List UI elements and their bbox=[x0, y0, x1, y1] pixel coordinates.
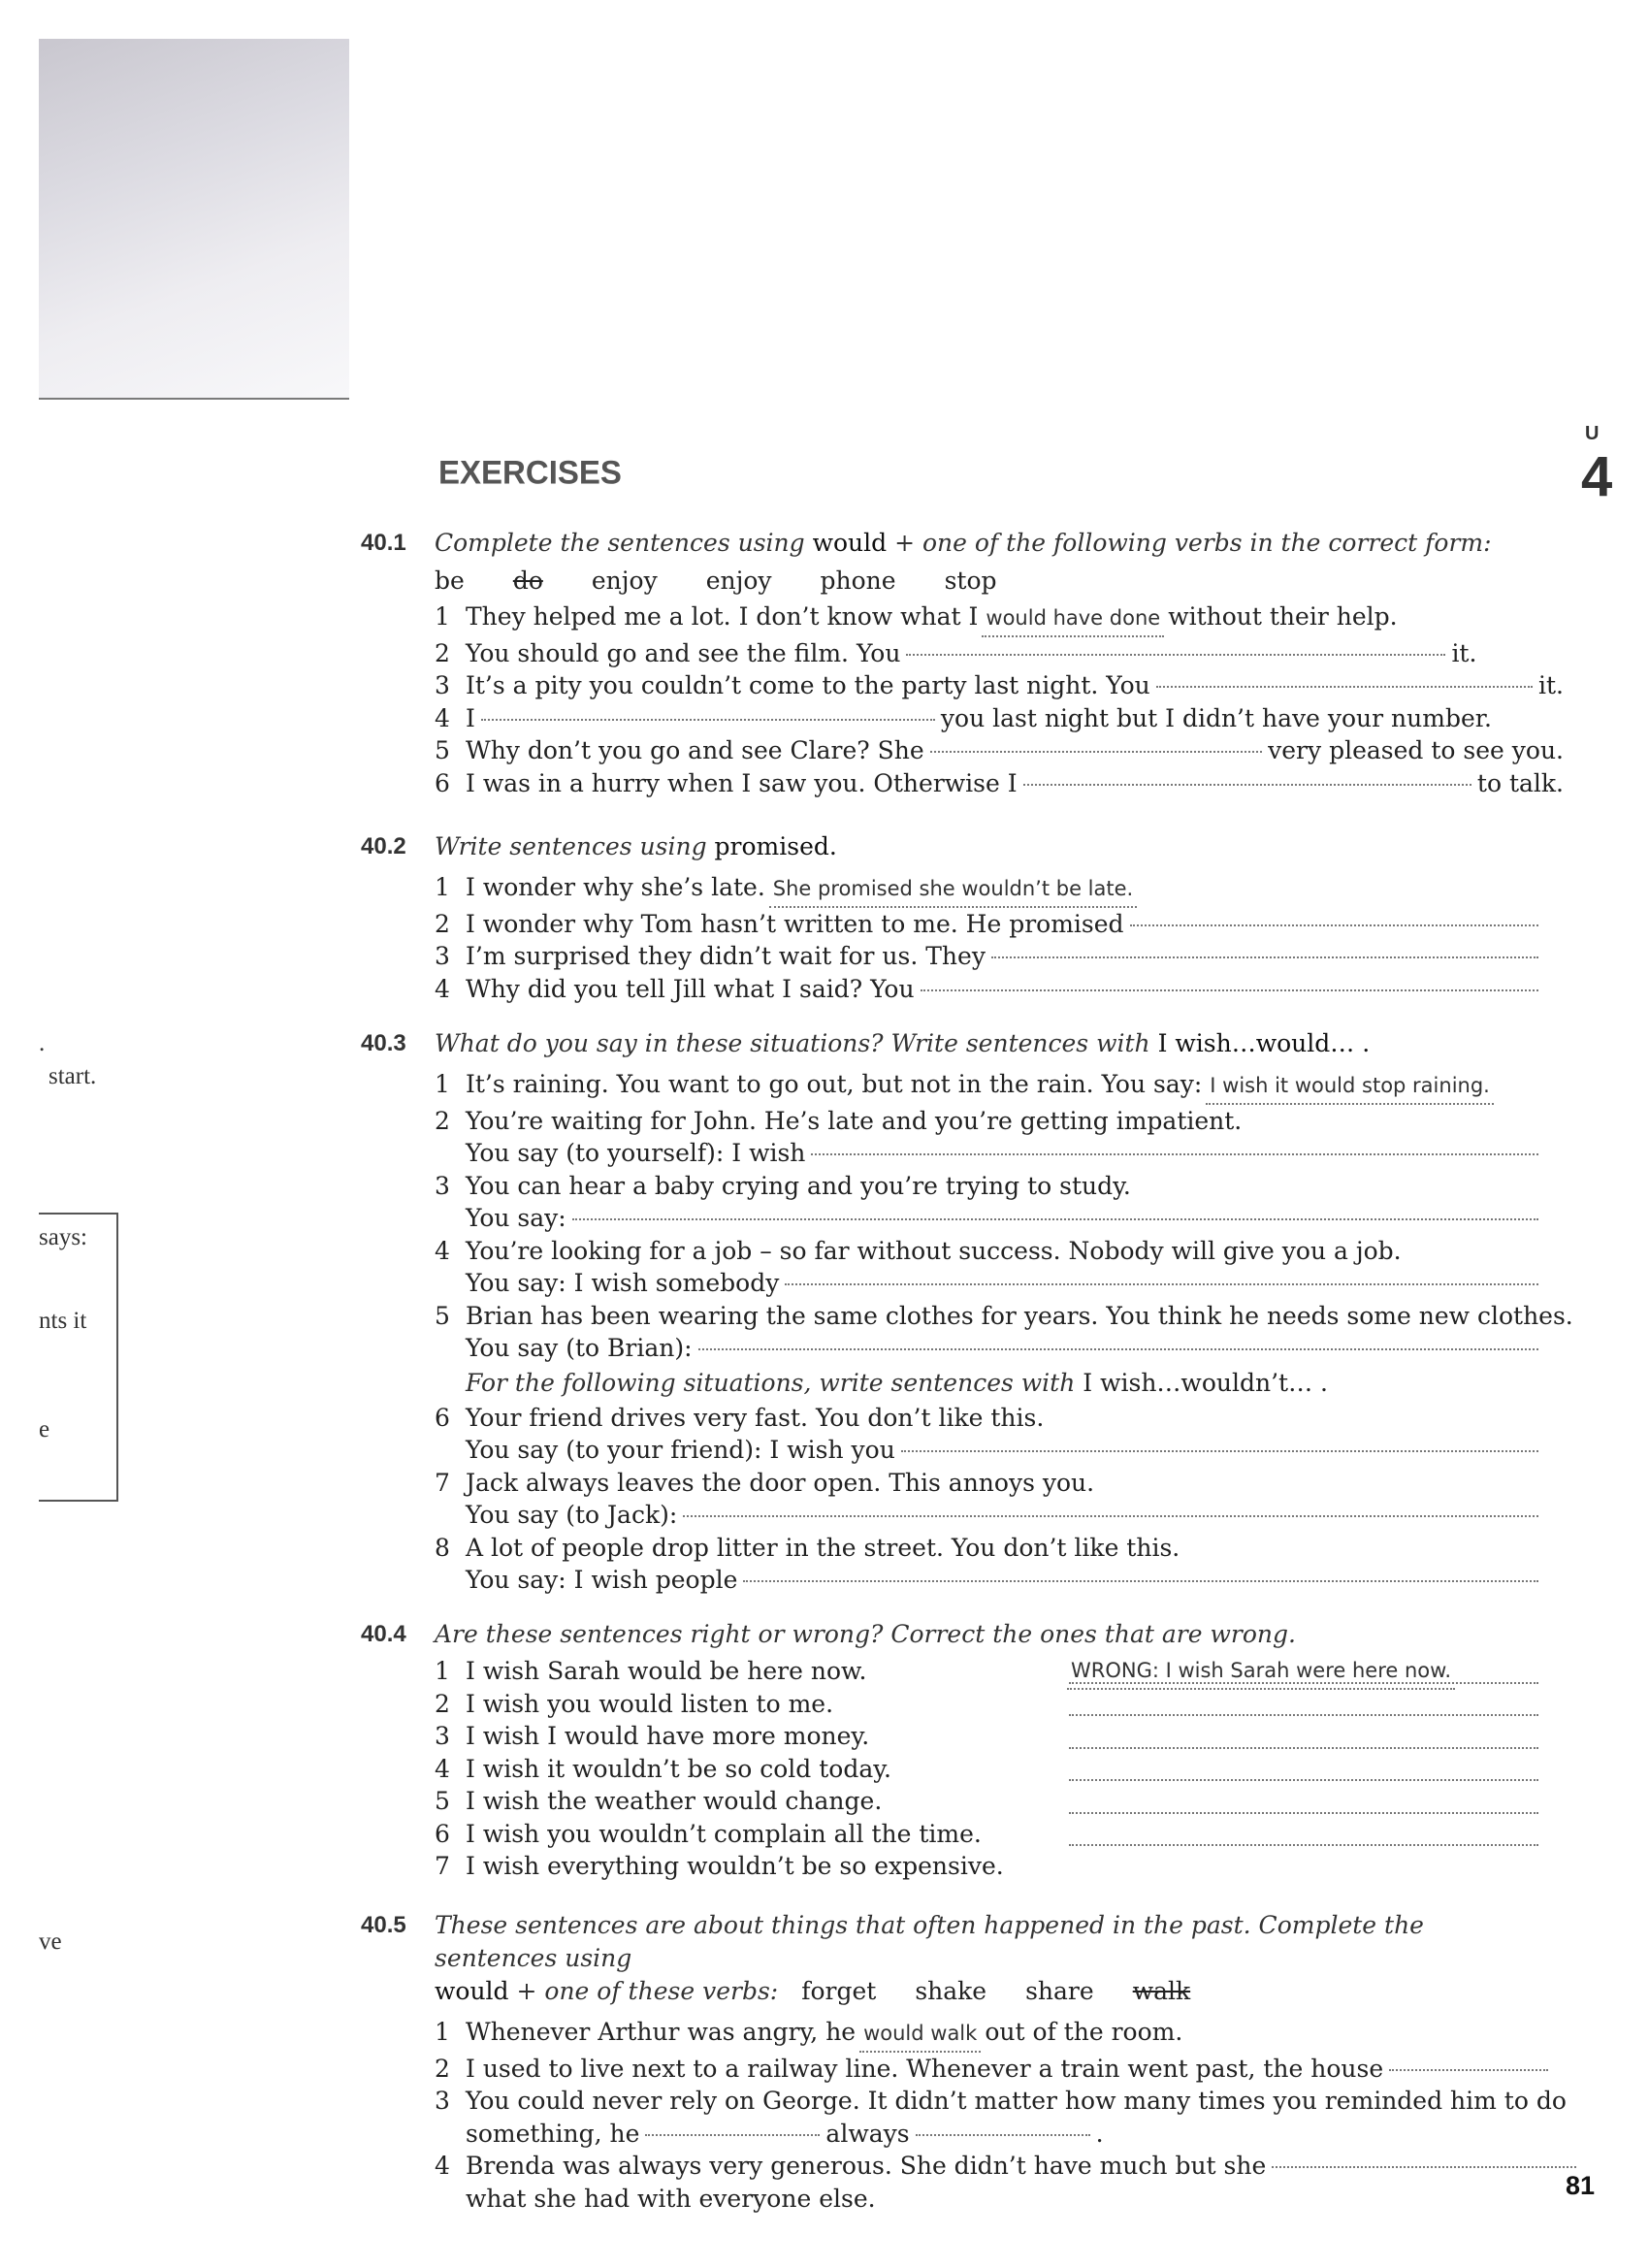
answer-blank[interactable] bbox=[683, 1515, 1538, 1517]
answer-blank[interactable] bbox=[901, 1450, 1538, 1452]
verb: share bbox=[1025, 1977, 1094, 2005]
verb: enjoy bbox=[705, 567, 772, 595]
exercise-number: 40.2 bbox=[361, 833, 406, 859]
left-margin-box bbox=[39, 1213, 118, 1502]
exercise-item: 6 I was in a hurry when I saw you. Otherwise I to talk. bbox=[435, 768, 1564, 797]
exercise-item: 4 Brenda was always very generous. She didn’t have much but she bbox=[435, 2150, 1554, 2183]
answer-blank[interactable] bbox=[916, 2134, 1090, 2136]
exercise-item: 3 You could never rely on George. It didn’t matter how many times you reminded him to do bbox=[435, 2087, 1567, 2115]
handwritten-answer: She promised she wouldn’t be late. bbox=[769, 873, 1137, 908]
answer-blank[interactable] bbox=[1069, 1844, 1538, 1846]
unit-label: U bbox=[1585, 423, 1600, 444]
page-title: EXERCISES bbox=[438, 453, 622, 491]
handwritten-answer: would have done bbox=[982, 602, 1164, 637]
answer-blank[interactable] bbox=[481, 719, 935, 721]
exercise-item: 8 A lot of people drop litter in the street. You don’t like this. bbox=[435, 1533, 1180, 1562]
exercise-40-2 bbox=[361, 830, 1544, 1005]
answer-blank[interactable] bbox=[906, 654, 1445, 656]
answer-blank[interactable] bbox=[1023, 784, 1471, 786]
left-margin-fragment: e bbox=[39, 1416, 50, 1442]
answer-blank[interactable] bbox=[811, 1153, 1538, 1155]
exercise-item: 2 You’re waiting for John. He’s late and you’re getting impatient. bbox=[435, 1106, 1243, 1135]
exercise-item: 5 Brian has been wearing the same clothes for years. You think he needs some new clothes. bbox=[435, 1301, 1573, 1330]
answer-blank[interactable] bbox=[1069, 1779, 1538, 1781]
exercise-instruction: Complete the sentences using would + one of the following verbs in the correct form: bbox=[435, 529, 1492, 557]
verb-list bbox=[435, 564, 1564, 599]
answer-blank[interactable] bbox=[991, 956, 1538, 958]
exercise-number: 40.5 bbox=[361, 1912, 406, 1938]
answer-blank[interactable] bbox=[698, 1348, 1538, 1350]
verb: be bbox=[435, 567, 465, 595]
left-margin-fragment: start. bbox=[48, 1063, 97, 1089]
exercise-item: 4 I you last night but I didn’t have your number. bbox=[435, 703, 1492, 732]
exercise-item: 1 I wish Sarah would be here now. WRONG: I wish Sarah were here now. bbox=[435, 1655, 1544, 1688]
answer-blank[interactable] bbox=[645, 2134, 820, 2136]
verb-list bbox=[801, 1975, 1190, 2008]
exercise-number: 40.1 bbox=[361, 530, 406, 556]
unit-number: 4 bbox=[1581, 445, 1613, 508]
verb: phone bbox=[820, 567, 896, 595]
exercise-instruction: Write sentences using promised. bbox=[435, 832, 837, 860]
exercise-40-1 bbox=[361, 527, 1564, 799]
exercise-item: 2 You should go and see the film. You it. bbox=[435, 638, 1477, 667]
answer-blank[interactable] bbox=[572, 1218, 1538, 1220]
handwritten-answer: would walk bbox=[859, 2018, 981, 2053]
exercise-item: 7 I wish everything wouldn’t be so expensive. bbox=[435, 1850, 1544, 1883]
exercise-item: 1 I wonder why she’s late. She promised she wouldn’t be late. bbox=[435, 871, 1544, 908]
exercise-item: 6 Your friend drives very fast. You don’t like this. bbox=[435, 1403, 1045, 1432]
verb: shake bbox=[915, 1977, 987, 2005]
exercise-item: 6 I wish you wouldn’t complain all the time. bbox=[435, 1818, 1544, 1851]
exercise-item: 1 Whenever Arthur was angry, he would walk out of the room. bbox=[435, 2016, 1554, 2053]
answer-blank[interactable] bbox=[1130, 924, 1538, 926]
verb-used: do bbox=[512, 567, 543, 595]
verb: forget bbox=[801, 1977, 877, 2005]
exercise-40-3: 40.3 What do you say in these situations? Write sentences with I wish…would… . 1 It’s raining. You want to go out, but not in the rain. You say: I wish it would stop raining. 2 You’re waiting for John. He’s late and you’re getting impatient. You say (to yourself): I wish 3 You can hear a baby crying and you’re trying to study. You say: 4 You’re looking for a job – so far without success. Nobody will give you a job. You say: I wish somebody 5 Brian has been wearing the same clothes for years. You think he needs some new clothes. You say (to Brian): For the following situations, write sentences with I wish…wouldn’t… . 6 Your friend drives very fast. You don’t like this. You say (to your friend): I wish you 7 Jack always leaves the door open. This annoys you. You say (to Jack): 8 A lot of people drop litter in the street. You don’t like this. You say: I wish people bbox=[361, 1029, 1573, 1594]
exercise-item: 3 I wish I would have more money. bbox=[435, 1720, 1544, 1753]
answer-blank[interactable] bbox=[785, 1283, 1538, 1285]
exercise-item: 7 Jack always leaves the door open. This annoys you. bbox=[435, 1468, 1095, 1497]
exercise-instruction: What do you say in these situations? Write sentences with I wish…would… . bbox=[435, 1029, 1371, 1057]
exercise-item: 5 Why don’t you go and see Clare? She very pleased to see you. bbox=[435, 736, 1564, 764]
exercise-item: 3 I’m surprised they didn’t wait for us. They bbox=[435, 940, 1544, 973]
verb: enjoy bbox=[591, 567, 658, 595]
answer-blank[interactable] bbox=[1389, 2069, 1548, 2071]
answer-blank[interactable] bbox=[743, 1580, 1538, 1582]
exercise-instruction: Are these sentences right or wrong? Correct the ones that are wrong. bbox=[435, 1620, 1296, 1648]
answer-blank[interactable] bbox=[1272, 2166, 1576, 2168]
verb: stop bbox=[944, 567, 997, 595]
exercise-item: 2 I used to live next to a railway line. Whenever a train went past, the house bbox=[435, 2053, 1554, 2086]
exercise-item: 4 You’re looking for a job – so far without success. Nobody will give you a job. bbox=[435, 1236, 1402, 1265]
exercise-item: 1 They helped me a lot. I don’t know what I would have done without their help. bbox=[435, 600, 1564, 637]
header-photo bbox=[39, 39, 349, 400]
left-margin-fragment: nts it bbox=[39, 1308, 87, 1334]
handwritten-answer: WRONG: I wish Sarah were here now. bbox=[1067, 1655, 1455, 1690]
exercise-item: 1 It’s raining. You want to go out, but not in the rain. You say: I wish it would stop raining. bbox=[435, 1068, 1544, 1105]
exercise-40-5: 40.5 These sentences are about things that often happened in the past. Complete the sentences using would + one of these verbs: forget shake share walk 1 Whenever Arthur was angry, he would walk out of the room. 2 I used to live next to a railway line. Whenever a train went past, the house 3 You could never rely on George. It didn’t matter how many times you reminded him to do something, he always . 4 Brenda was always very generous. She didn’t have much but she what she had with everyone else. bbox=[361, 1909, 1554, 2215]
exercise-number: 40.3 bbox=[361, 1030, 406, 1056]
handwritten-answer: I wish it would stop raining. bbox=[1206, 1070, 1494, 1105]
exercise-item: 2 I wonder why Tom hasn’t written to me. He promised bbox=[435, 908, 1544, 941]
answer-blank[interactable] bbox=[1069, 1747, 1538, 1749]
exercise-instruction: These sentences are about things that often happened in the past. Complete the sentences using bbox=[435, 1911, 1424, 1972]
exercise-item: 2 I wish you would listen to me. bbox=[435, 1688, 1544, 1721]
sub-instruction: For the following situations, write sentences with I wish…wouldn’t… . bbox=[466, 1368, 1328, 1397]
exercise-number: 40.4 bbox=[361, 1621, 406, 1647]
answer-blank[interactable] bbox=[1156, 686, 1533, 688]
exercise-item: 4 Why did you tell Jill what I said? You bbox=[435, 973, 1544, 1006]
verb-used: walk bbox=[1132, 1977, 1191, 2005]
answer-blank[interactable] bbox=[921, 989, 1538, 991]
exercise-40-4 bbox=[361, 1618, 1544, 1883]
answer-blank[interactable] bbox=[1069, 1682, 1538, 1684]
exercise-item: 5 I wish the weather would change. bbox=[435, 1785, 1544, 1818]
answer-blank[interactable] bbox=[930, 751, 1262, 753]
page-number: 81 bbox=[1566, 2171, 1596, 2200]
left-margin-fragment: . bbox=[39, 1030, 46, 1056]
exercise-item: 3 You can hear a baby crying and you’re trying to study. bbox=[435, 1171, 1131, 1200]
exercise-item: 4 I wish it wouldn’t be so cold today. bbox=[435, 1753, 1544, 1786]
exercise-item: 3 It’s a pity you couldn’t come to the party last night. You it. bbox=[435, 671, 1564, 699]
answer-blank[interactable] bbox=[1069, 1812, 1538, 1814]
header-rule bbox=[39, 398, 349, 400]
left-margin-fragment: ve bbox=[39, 1928, 62, 1955]
answer-blank[interactable] bbox=[1069, 1714, 1538, 1716]
left-margin-fragment: says: bbox=[39, 1224, 87, 1250]
